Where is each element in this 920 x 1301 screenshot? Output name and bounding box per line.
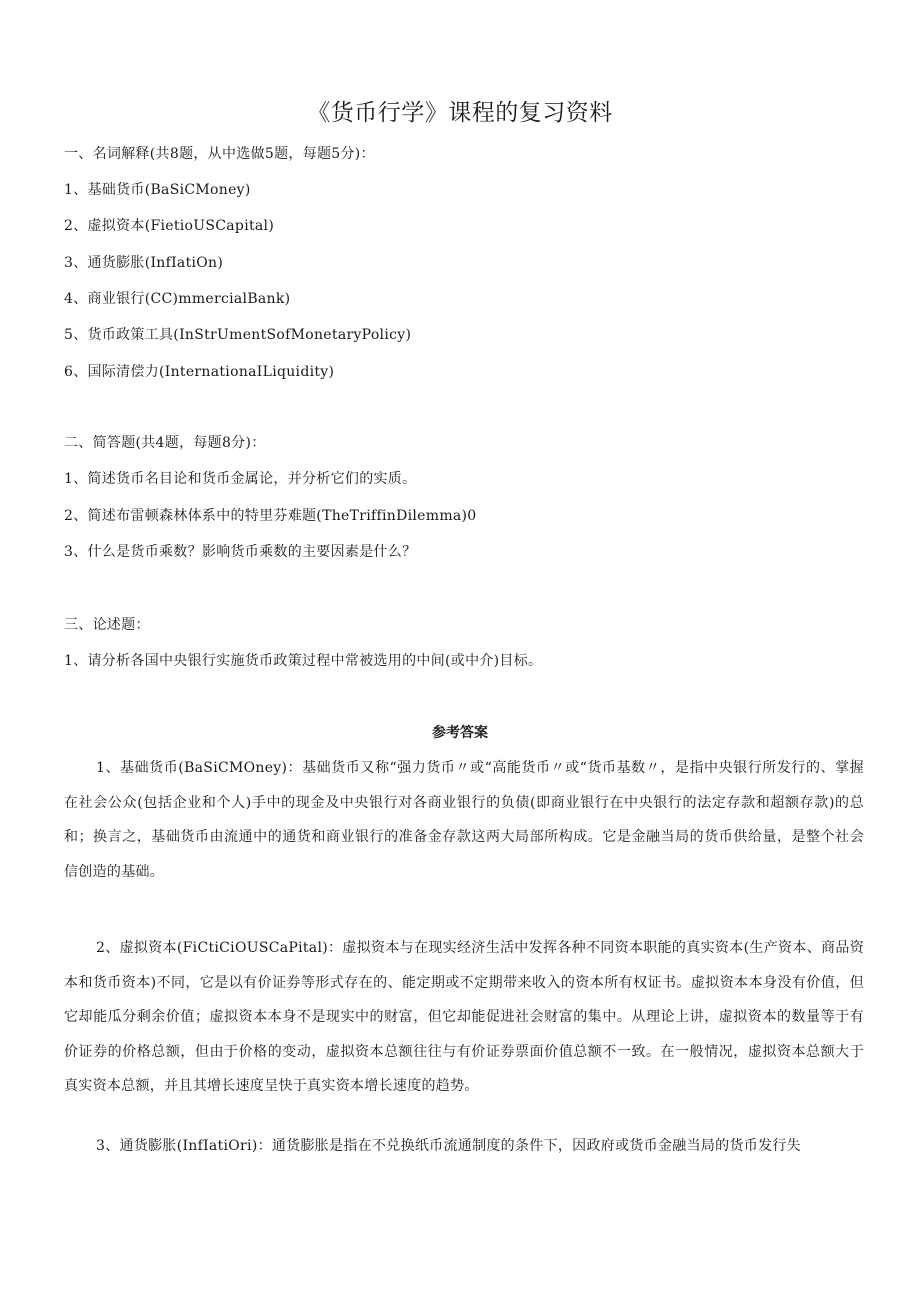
section3-item: 1、请分析各国中央银行实施货币政策过程中常被选用的中间(或中介)目标。 xyxy=(64,653,543,669)
section1-item: 4、商业银行(CC)mmercialBank) xyxy=(64,291,291,307)
section2-item: 1、简述货币名目论和货币金属论，并分析它们的实质。 xyxy=(64,471,417,487)
section1-item: 5、货币政策工具(InStrUmentSofMonetaryPolicy) xyxy=(64,327,412,343)
answer-paragraph: 1、基础货币(BaSiCMOney)：基础货币又称“强力货币〃或“高能货币〃或“货币基数〃，是指中央银行所发行的、掌握在社会公众(包括企业和个人)手中的现金及中央银行对各商业银行的负债(即商业银行在中央银行的法定存款和超额存款)的总和；换言之，基础货币由流通中的通货和商业银行的准备金存款这两大局部所构成。它是金融当局的货币供给量，是整个社会信创造的基础。 xyxy=(64,760,864,880)
section2-item: 2、简述布雷顿森林体系中的特里芬难题(TheTriffinDilemma)0 xyxy=(64,508,477,524)
section1-item: 1、基础货币(BaSiCMoney) xyxy=(64,182,251,198)
answer-paragraph: 3、通货膨胀(InfIatiOri)：通货膨胀是指在不兑换纸币流通制度的条件下，因政府或货币金融当局的货币发行失 xyxy=(96,1138,801,1154)
section2-item: 3、什么是货币乘数？影响货币乘数的主要因素是什么？ xyxy=(64,544,417,560)
section1-heading: 一、名词解释(共8题，从中选做5题，每题5分)： xyxy=(64,146,375,162)
section1-item: 3、通货膨胀(InfIatiOn) xyxy=(64,255,224,271)
section1-item: 6、国际清偿力(InternationaILiquidity) xyxy=(64,364,335,380)
section2-heading: 二、简答题(共4题，每题8分)： xyxy=(64,435,266,451)
answers-heading: 参考答案 xyxy=(432,725,488,741)
section1-item: 2、虚拟资本(FietioUSCapital) xyxy=(64,218,275,234)
document-title: 《货币行学》课程的复习资料 xyxy=(307,100,613,126)
answer-paragraph: 2、虚拟资本(FiCtiCiOUSCaPital)：虚拟资本与在现实经济生活中发挥各种不同资本职能的真实资本(生产资本、商品资本和货币资本)不同，它是以有价证券等形式存在的、能定期或不定期带来收入的资本所有权证书。虚拟资本本身没有价值，但它却能瓜分剩余价值；虚拟资本本身不是现实中的财富，但它却能促进社会财富的集中。从理论上讲，虚拟资本的数量等于有价证券的价格总额，但由于价格的变动，虚拟资本总额往往与有价证券票面价值总额不一致。在一般情况，虚拟资本总额大于真实资本总额，并且其增长速度呈快于真实资本增长速度的趋势。 xyxy=(64,940,864,1094)
section3-heading: 三、论述题： xyxy=(64,617,150,633)
